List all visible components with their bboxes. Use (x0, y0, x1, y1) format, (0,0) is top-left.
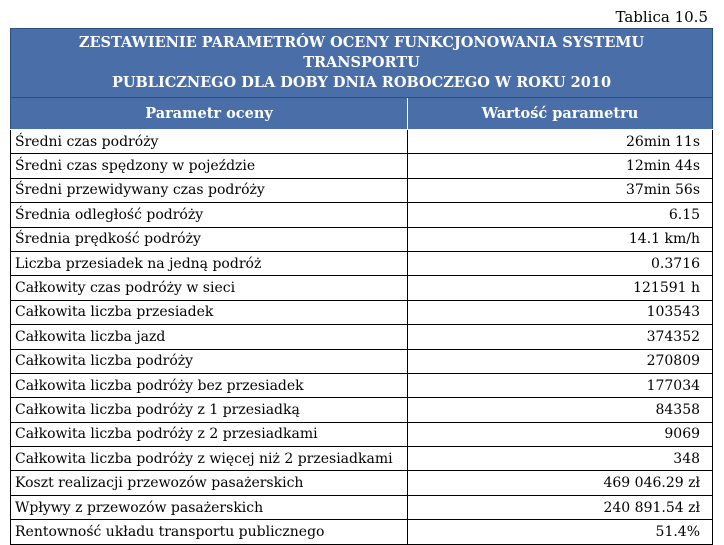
title-row (11, 29, 713, 98)
parameters-table (10, 28, 713, 545)
table-row (11, 203, 713, 227)
table-body (11, 130, 713, 545)
table-title-line-1: ZESTAWIENIE PARAMETRÓW OCENY FUNKCJONOWANIA SYSTEMU TRANSPORTU (78, 34, 645, 71)
column-header-value: Wartość parametru (408, 98, 713, 130)
value-cell: 0.3716 (408, 251, 713, 275)
value-cell: 121591 h (408, 276, 713, 300)
table-row (11, 130, 713, 154)
value-cell: 37min 56s (408, 178, 713, 202)
value-cell: 270809 (408, 349, 713, 373)
table-title-line-2: PUBLICZNEGO DLA DOBY DNIA ROBOCZEGO W ROKU 2010 (111, 74, 612, 91)
value-cell: 374352 (408, 325, 713, 349)
table-title (11, 29, 713, 98)
value-cell: 103543 (408, 300, 713, 324)
parameter-cell: Średni czas spędzony w pojeździe (11, 154, 408, 178)
parameter-cell: Całkowita liczba jazd (11, 325, 408, 349)
table-row (11, 349, 713, 373)
table-row (11, 251, 713, 275)
table-row (11, 471, 713, 495)
table-row (11, 154, 713, 178)
value-cell: 177034 (408, 373, 713, 397)
parameter-cell: Całkowita liczba podróży (11, 349, 408, 373)
table-row (11, 325, 713, 349)
parameter-cell: Koszt realizacji przewozów pasażerskich (11, 471, 408, 495)
parameter-cell: Rentowność układu transportu publicznego (11, 520, 408, 544)
value-cell: 14.1 km/h (408, 227, 713, 251)
parameter-cell: Całkowita liczba podróży z 2 przesiadkami (11, 422, 408, 446)
value-cell: 26min 11s (408, 130, 713, 154)
parameter-cell: Wpływy z przewozów pasażerskich (11, 495, 408, 519)
parameters-table-container (10, 28, 712, 545)
parameter-cell: Średni czas podróży (11, 130, 408, 154)
table-row (11, 422, 713, 446)
value-cell: 240 891.54 zł (408, 495, 713, 519)
value-cell: 469 046.29 zł (408, 471, 713, 495)
table-row (11, 373, 713, 397)
header-row (11, 98, 713, 130)
table-row (11, 520, 713, 544)
parameter-cell: Liczba przesiadek na jedną podróż (11, 251, 408, 275)
parameter-cell: Całkowita liczba podróży z 1 przesiadką (11, 398, 408, 422)
table-row (11, 398, 713, 422)
parameter-cell: Całkowita liczba podróży bez przesiadek (11, 373, 408, 397)
table-row (11, 227, 713, 251)
value-cell: 84358 (408, 398, 713, 422)
table-row (11, 300, 713, 324)
parameter-cell: Całkowita liczba podróży z więcej niż 2 przesiadkami (11, 447, 408, 471)
parameter-cell: Średni przewidywany czas podróży (11, 178, 408, 202)
parameter-cell: Średnia prędkość podróży (11, 227, 408, 251)
value-cell: 348 (408, 447, 713, 471)
table-row (11, 447, 713, 471)
table-number: Tablica 10.5 (615, 8, 708, 26)
value-cell: 12min 44s (408, 154, 713, 178)
table-row (11, 178, 713, 202)
parameter-cell: Całkowity czas podróży w sieci (11, 276, 408, 300)
value-cell: 9069 (408, 422, 713, 446)
value-cell: 6.15 (408, 203, 713, 227)
parameter-cell: Średnia odległość podróży (11, 203, 408, 227)
table-row (11, 495, 713, 519)
column-header-parameter: Parametr oceny (11, 98, 408, 130)
parameter-cell: Całkowita liczba przesiadek (11, 300, 408, 324)
table-row (11, 276, 713, 300)
value-cell: 51.4% (408, 520, 713, 544)
